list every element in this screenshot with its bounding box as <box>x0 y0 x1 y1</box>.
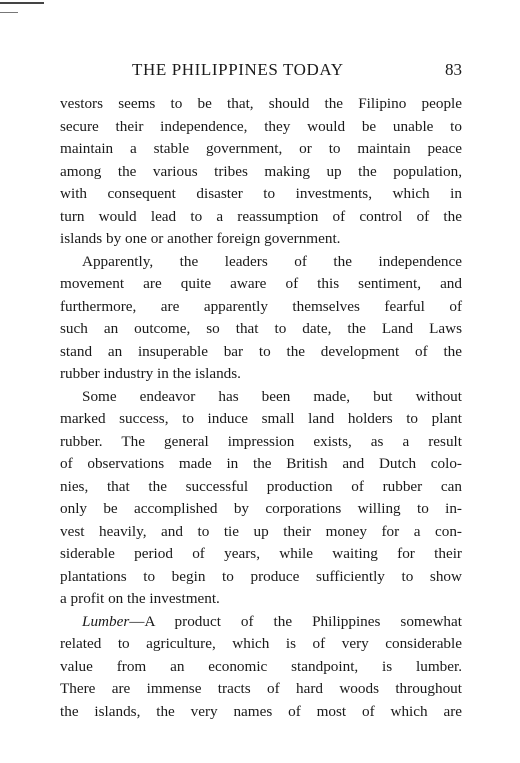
section-lead-italic: Lumber <box>82 612 130 630</box>
running-title: THE PHILIPPINES TODAY <box>132 60 344 79</box>
text-line: vest heavily, and to tie up their money for a con- <box>60 522 462 540</box>
text-line: stand an insuperable bar to the development of the <box>60 342 462 360</box>
text-line: only be accomplished by corporations willing to in- <box>60 500 462 517</box>
paragraph <box>60 93 462 251</box>
text-line: among the various tribes making up the population, <box>60 162 462 180</box>
text-line <box>60 611 462 634</box>
text-line: such an outcome, so that to date, the Land Laws <box>60 320 462 337</box>
text-line: islands by one or another foreign government. <box>60 230 341 247</box>
page-header <box>60 60 462 84</box>
text-line: Some endeavor has been made, but without <box>82 387 462 405</box>
text-line: plantations to begin to produce sufficiently to show <box>60 567 462 585</box>
text-line: a profit on the investment. <box>60 590 220 607</box>
text-line: nies, that the successful production of rubber can <box>60 477 462 495</box>
text-run: —A product of the Philippines somewhat <box>129 612 462 630</box>
text-line: rubber industry in the islands. <box>60 365 241 382</box>
text-line: secure their independence, they would be unable to <box>60 117 462 135</box>
text-line: marked success, to induce small land holders to plant <box>60 410 462 427</box>
page-number: 83 <box>445 60 462 79</box>
text-line: rubber. The general impression exists, as a result <box>60 432 462 450</box>
text-line: turn would lead to a reassumption of control of the <box>60 207 462 225</box>
text-line: related to agriculture, which is of very considerable <box>60 635 462 652</box>
text-line: furthermore, are apparently themselves fearful of <box>60 297 462 315</box>
text-line: Apparently, the leaders of the independence <box>82 252 462 270</box>
text-line: There are immense tracts of hard woods throughout <box>60 680 462 697</box>
paragraph <box>60 386 462 611</box>
text-line: the islands, the very names of most of which are <box>60 702 462 720</box>
scan-edge-mark <box>0 12 18 13</box>
text-line: of observations made in the British and Dutch colo- <box>60 455 462 472</box>
body-text <box>60 93 462 723</box>
text-line: with consequent disaster to investments, which in <box>60 185 462 202</box>
text-line: maintain a stable government, or to maintain peace <box>60 140 462 157</box>
paragraph <box>60 251 462 386</box>
text-line: value from an economic standpoint, is lumber. <box>60 657 462 675</box>
text-line: movement are quite aware of this sentiment, and <box>60 275 462 292</box>
text-line: siderable period of years, while waiting for their <box>60 545 462 562</box>
text-line: vestors seems to be that, should the Filipino people <box>60 95 462 112</box>
scan-edge-mark <box>0 2 44 4</box>
paragraph <box>60 611 462 724</box>
